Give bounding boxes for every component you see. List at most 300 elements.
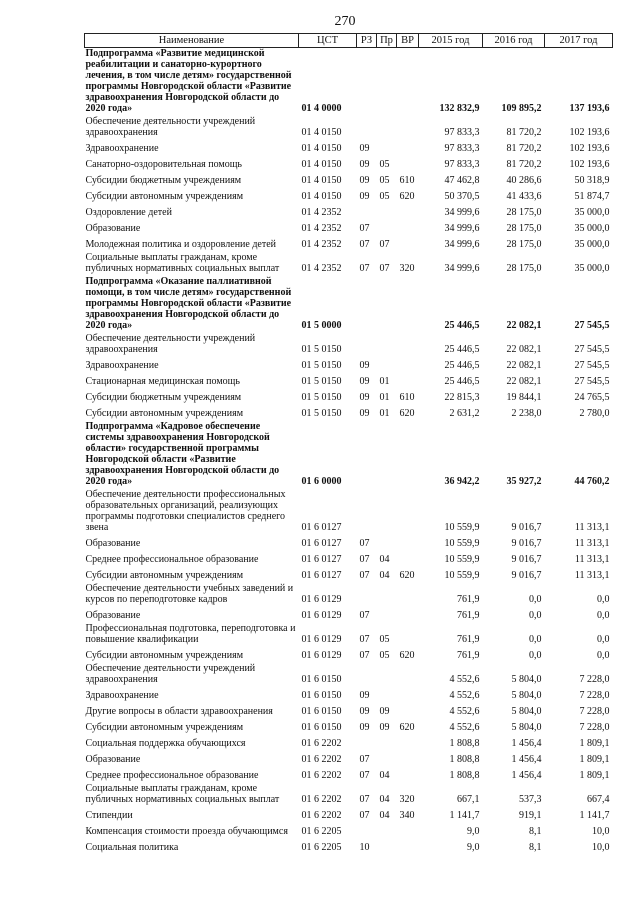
row-rz: 07 xyxy=(359,634,370,645)
row-name: Субсидии автономным учреждениям xyxy=(85,570,244,581)
row-2017: 1 809,1 xyxy=(579,770,610,781)
row-2017: 51 874,7 xyxy=(574,191,610,202)
row-2015: 47 462,8 xyxy=(444,175,480,186)
table-row xyxy=(85,839,613,855)
row-pr xyxy=(377,607,397,623)
row-rz xyxy=(357,48,377,117)
table-row xyxy=(85,607,613,623)
table-row xyxy=(85,551,613,567)
row-pr xyxy=(377,48,397,117)
row-vr xyxy=(397,735,419,751)
row-2017: 10,0 xyxy=(592,842,610,853)
row-pr xyxy=(377,663,397,687)
row-2016: 40 286,6 xyxy=(506,175,542,186)
table-row xyxy=(85,48,613,117)
table-row xyxy=(85,276,613,333)
row-cst: 01 4 2352 xyxy=(301,223,342,234)
row-rz: 09 xyxy=(359,376,370,387)
row-name: Образование xyxy=(85,223,141,234)
row-pr: 04 xyxy=(379,794,390,805)
row-vr xyxy=(397,48,419,117)
header-name: Наименование xyxy=(85,34,299,48)
row-cst: 01 6 0129 xyxy=(301,594,342,605)
row-pr xyxy=(377,204,397,220)
row-cst: 01 5 0150 xyxy=(301,392,342,403)
row-2017: 102 193,6 xyxy=(569,127,610,138)
table-row xyxy=(85,156,613,172)
row-2017: 7 228,0 xyxy=(579,674,610,685)
row-vr xyxy=(397,116,419,140)
row-pr xyxy=(377,140,397,156)
row-2017: 35 000,0 xyxy=(574,263,610,274)
row-rz xyxy=(357,663,377,687)
budget-table xyxy=(84,33,613,855)
table-row xyxy=(85,220,613,236)
row-name: Субсидии бюджетным учреждениям xyxy=(85,175,242,186)
row-2016: 81 720,2 xyxy=(506,159,542,170)
row-name: Здравоохранение xyxy=(85,690,159,701)
row-2015: 761,9 xyxy=(457,610,480,621)
row-cst: 01 4 2352 xyxy=(301,263,342,274)
header-vr: ВР xyxy=(397,34,419,48)
row-2015: 25 446,5 xyxy=(444,360,480,371)
row-cst: 01 6 0129 xyxy=(301,634,342,645)
table-row xyxy=(85,116,613,140)
row-cst: 01 5 0150 xyxy=(301,376,342,387)
row-vr: 620 xyxy=(399,408,415,419)
row-2016: 35 927,2 xyxy=(506,476,542,487)
row-vr xyxy=(397,140,419,156)
row-2016: 9 016,7 xyxy=(511,570,542,581)
row-pr: 09 xyxy=(379,722,390,733)
table-body xyxy=(85,48,613,856)
table-row xyxy=(85,583,613,607)
row-cst: 01 4 0150 xyxy=(301,175,342,186)
table-row xyxy=(85,703,613,719)
table-row xyxy=(85,373,613,389)
row-name: Образование xyxy=(85,610,141,621)
row-cst: 01 6 0129 xyxy=(301,610,342,621)
row-2015: 667,1 xyxy=(457,794,480,805)
row-2016: 81 720,2 xyxy=(506,143,542,154)
row-name: Обеспечение деятельности учреждений здравоохранения xyxy=(85,116,256,138)
row-rz xyxy=(357,116,377,140)
row-2016: 28 175,0 xyxy=(506,263,542,274)
row-rz: 07 xyxy=(359,538,370,549)
row-pr: 04 xyxy=(379,570,390,581)
row-name: Санаторно-оздоровительная помощь xyxy=(85,159,242,170)
row-2015: 761,9 xyxy=(457,634,480,645)
row-2017: 0,0 xyxy=(597,594,610,605)
row-2016: 0,0 xyxy=(529,634,542,645)
table-row xyxy=(85,252,613,276)
row-2016: 8,1 xyxy=(529,842,542,853)
row-rz: 09 xyxy=(359,408,370,419)
table-row xyxy=(85,188,613,204)
row-2017: 2 780,0 xyxy=(579,408,610,419)
row-cst: 01 6 2202 xyxy=(301,794,342,805)
row-cst: 01 5 0150 xyxy=(301,408,342,419)
row-2016: 5 804,0 xyxy=(511,690,542,701)
table-row xyxy=(85,405,613,421)
row-2016: 537,3 xyxy=(519,794,542,805)
table-row xyxy=(85,333,613,357)
row-2015: 4 552,6 xyxy=(449,706,480,717)
row-cst: 01 5 0150 xyxy=(301,344,342,355)
row-pr: 07 xyxy=(379,239,390,250)
row-rz: 07 xyxy=(359,610,370,621)
table-row xyxy=(85,489,613,535)
row-2015: 761,9 xyxy=(457,594,480,605)
row-cst: 01 4 2352 xyxy=(301,239,342,250)
row-2016: 28 175,0 xyxy=(506,207,542,218)
row-cst: 01 4 2352 xyxy=(301,207,342,218)
row-vr xyxy=(397,357,419,373)
table-row xyxy=(85,751,613,767)
row-name: Социальные выплаты гражданам, кроме публичных нормативных социальных выплат xyxy=(85,252,280,274)
row-2016: 28 175,0 xyxy=(506,239,542,250)
row-pr xyxy=(377,357,397,373)
row-rz: 07 xyxy=(359,754,370,765)
row-rz: 09 xyxy=(359,159,370,170)
row-2015: 10 559,9 xyxy=(444,554,480,565)
table-row xyxy=(85,735,613,751)
table-row xyxy=(85,421,613,489)
header-2016: 2016 год xyxy=(483,34,545,48)
row-2015: 1 808,8 xyxy=(449,754,480,765)
row-rz: 09 xyxy=(359,143,370,154)
table-header-row xyxy=(85,34,613,48)
row-vr xyxy=(397,687,419,703)
row-cst: 01 5 0150 xyxy=(301,360,342,371)
table-row xyxy=(85,767,613,783)
row-rz xyxy=(357,333,377,357)
row-vr xyxy=(397,551,419,567)
row-name: Социальная политика xyxy=(85,842,179,853)
row-2015: 97 833,3 xyxy=(444,143,480,154)
row-2016: 1 456,4 xyxy=(511,770,542,781)
row-2015: 10 559,9 xyxy=(444,570,480,581)
row-2017: 7 228,0 xyxy=(579,690,610,701)
row-2016: 22 082,1 xyxy=(506,376,542,387)
row-2015: 34 999,6 xyxy=(444,223,480,234)
row-vr xyxy=(397,276,419,333)
row-name: Другие вопросы в области здравоохранения xyxy=(85,706,273,717)
row-rz: 09 xyxy=(359,175,370,186)
table-row xyxy=(85,807,613,823)
row-vr xyxy=(397,204,419,220)
row-name: Среднее профессиональное образование xyxy=(85,770,259,781)
row-name: Образование xyxy=(85,754,141,765)
row-2017: 0,0 xyxy=(597,610,610,621)
row-2015: 1 141,7 xyxy=(449,810,480,821)
row-vr xyxy=(397,839,419,855)
table-row xyxy=(85,623,613,647)
row-vr: 340 xyxy=(399,810,415,821)
row-2015: 2 631,2 xyxy=(449,408,480,419)
row-vr xyxy=(397,333,419,357)
row-cst: 01 6 2202 xyxy=(301,810,342,821)
row-pr: 04 xyxy=(379,554,390,565)
row-pr xyxy=(377,276,397,333)
row-name: Подпрограмма «Оказание паллиативной помощи, в том числе детям» государственной программы Новгородской области «Развитие здравоохранения Новгородской области до 2020 года» xyxy=(85,276,292,331)
row-2017: 24 765,5 xyxy=(574,392,610,403)
row-cst: 01 6 0127 xyxy=(301,538,342,549)
table-row xyxy=(85,357,613,373)
row-rz: 09 xyxy=(359,360,370,371)
row-name: Среднее профессиональное образование xyxy=(85,554,259,565)
row-2016: 28 175,0 xyxy=(506,223,542,234)
row-vr xyxy=(397,767,419,783)
row-2015: 4 552,6 xyxy=(449,674,480,685)
row-pr: 04 xyxy=(379,810,390,821)
row-rz: 09 xyxy=(359,722,370,733)
row-name: Субсидии автономным учреждениям xyxy=(85,722,244,733)
row-name: Образование xyxy=(85,538,141,549)
row-2017: 35 000,0 xyxy=(574,223,610,234)
header-pr: Пр xyxy=(377,34,397,48)
row-2016: 9 016,7 xyxy=(511,538,542,549)
row-vr xyxy=(397,663,419,687)
row-2016: 8,1 xyxy=(529,826,542,837)
row-cst: 01 6 0129 xyxy=(301,650,342,661)
row-2015: 34 999,6 xyxy=(444,263,480,274)
row-vr xyxy=(397,156,419,172)
row-2015: 1 808,8 xyxy=(449,770,480,781)
row-2017: 0,0 xyxy=(597,650,610,661)
row-2017: 1 141,7 xyxy=(579,810,610,821)
table-row xyxy=(85,535,613,551)
row-2017: 137 193,6 xyxy=(569,103,610,114)
row-name: Стипендии xyxy=(85,810,133,821)
header-2017: 2017 год xyxy=(545,34,613,48)
row-2017: 27 545,5 xyxy=(574,360,610,371)
table-row xyxy=(85,236,613,252)
row-2017: 10,0 xyxy=(592,826,610,837)
row-pr xyxy=(377,421,397,489)
table-row xyxy=(85,647,613,663)
row-cst: 01 6 0150 xyxy=(301,722,342,733)
row-2016: 22 082,1 xyxy=(506,344,542,355)
row-name: Социальные выплаты гражданам, кроме публичных нормативных социальных выплат xyxy=(85,783,280,805)
row-vr: 610 xyxy=(399,175,415,186)
header-2015: 2015 год xyxy=(419,34,483,48)
row-2015: 97 833,3 xyxy=(444,159,480,170)
row-cst: 01 6 2202 xyxy=(301,738,342,749)
row-rz: 07 xyxy=(359,570,370,581)
row-rz: 07 xyxy=(359,239,370,250)
row-vr: 620 xyxy=(399,570,415,581)
row-cst: 01 6 2202 xyxy=(301,754,342,765)
row-pr: 05 xyxy=(379,191,390,202)
row-2015: 1 808,8 xyxy=(449,738,480,749)
row-2015: 34 999,6 xyxy=(444,239,480,250)
row-name: Молодежная политика и оздоровление детей xyxy=(85,239,277,250)
row-2016: 1 456,4 xyxy=(511,738,542,749)
row-pr xyxy=(377,687,397,703)
row-cst: 01 6 0150 xyxy=(301,674,342,685)
row-2016: 19 844,1 xyxy=(506,392,542,403)
row-rz xyxy=(357,276,377,333)
table-row xyxy=(85,567,613,583)
row-2016: 9 016,7 xyxy=(511,554,542,565)
row-2017: 7 228,0 xyxy=(579,706,610,717)
row-rz: 07 xyxy=(359,223,370,234)
row-2015: 34 999,6 xyxy=(444,207,480,218)
row-2016: 41 433,6 xyxy=(506,191,542,202)
row-2016: 22 082,1 xyxy=(506,360,542,371)
row-rz xyxy=(357,421,377,489)
row-cst: 01 6 0127 xyxy=(301,554,342,565)
row-2015: 97 833,3 xyxy=(444,127,480,138)
row-rz: 09 xyxy=(359,706,370,717)
row-pr: 05 xyxy=(379,634,390,645)
row-cst: 01 6 2205 xyxy=(301,842,342,853)
row-pr: 01 xyxy=(379,392,390,403)
row-vr: 320 xyxy=(399,794,415,805)
row-2017: 667,4 xyxy=(587,794,610,805)
row-2016: 5 804,0 xyxy=(511,674,542,685)
row-name: Обеспечение деятельности учреждений здравоохранения xyxy=(85,333,256,355)
row-pr: 01 xyxy=(379,376,390,387)
table-row xyxy=(85,389,613,405)
row-pr: 07 xyxy=(379,263,390,274)
row-rz xyxy=(357,823,377,839)
row-rz: 09 xyxy=(359,690,370,701)
row-2017: 102 193,6 xyxy=(569,159,610,170)
row-2016: 0,0 xyxy=(529,594,542,605)
row-vr xyxy=(397,535,419,551)
row-cst: 01 6 0000 xyxy=(301,476,342,487)
row-name: Субсидии автономным учреждениям xyxy=(85,408,244,419)
row-2017: 0,0 xyxy=(597,634,610,645)
header-rz: РЗ xyxy=(357,34,377,48)
row-rz: 07 xyxy=(359,650,370,661)
row-rz: 07 xyxy=(359,794,370,805)
row-pr xyxy=(377,751,397,767)
row-2017: 1 809,1 xyxy=(579,738,610,749)
row-name: Субсидии автономным учреждениям xyxy=(85,191,244,202)
row-pr xyxy=(377,583,397,607)
row-cst: 01 4 0150 xyxy=(301,127,342,138)
row-pr: 05 xyxy=(379,159,390,170)
table-row xyxy=(85,687,613,703)
row-pr xyxy=(377,535,397,551)
row-name: Социальная поддержка обучающихся xyxy=(85,738,246,749)
row-rz: 07 xyxy=(359,263,370,274)
header-cst: ЦСТ xyxy=(299,34,357,48)
row-2016: 81 720,2 xyxy=(506,127,542,138)
row-2015: 761,9 xyxy=(457,650,480,661)
row-2016: 2 238,0 xyxy=(511,408,542,419)
row-2017: 7 228,0 xyxy=(579,722,610,733)
row-2015: 10 559,9 xyxy=(444,538,480,549)
row-2016: 22 082,1 xyxy=(506,320,542,331)
row-rz xyxy=(357,583,377,607)
row-cst: 01 6 2205 xyxy=(301,826,342,837)
row-pr: 04 xyxy=(379,770,390,781)
row-2015: 4 552,6 xyxy=(449,690,480,701)
row-pr xyxy=(377,823,397,839)
row-name: Компенсация стоимости проезда обучающимся xyxy=(85,826,288,837)
page-number: 270 xyxy=(334,14,356,29)
row-name: Обеспечение деятельности учебных заведений и курсов по переподготовке кадров xyxy=(85,583,294,605)
row-vr xyxy=(397,703,419,719)
row-vr xyxy=(397,220,419,236)
table-row xyxy=(85,783,613,807)
row-name: Обеспечение деятельности профессиональных образовательных организаций, реализующих программы подготовки специалистов среднего звена xyxy=(85,489,286,533)
row-2015: 36 942,2 xyxy=(444,476,480,487)
row-2015: 25 446,5 xyxy=(444,376,480,387)
row-name: Обеспечение деятельности учреждений здравоохранения xyxy=(85,663,256,685)
row-2016: 9 016,7 xyxy=(511,522,542,533)
row-vr xyxy=(397,421,419,489)
row-cst: 01 6 2202 xyxy=(301,770,342,781)
row-rz: 10 xyxy=(359,842,370,853)
row-cst: 01 4 0000 xyxy=(301,103,342,114)
row-rz: 07 xyxy=(359,554,370,565)
row-name: Здравоохранение xyxy=(85,143,159,154)
table-row xyxy=(85,663,613,687)
row-2017: 11 313,1 xyxy=(574,554,610,565)
row-pr xyxy=(377,735,397,751)
row-pr xyxy=(377,333,397,357)
row-2016: 1 456,4 xyxy=(511,754,542,765)
table-row xyxy=(85,140,613,156)
row-name: Стационарная медицинская помощь xyxy=(85,376,240,387)
row-vr: 610 xyxy=(399,392,415,403)
row-pr: 09 xyxy=(379,706,390,717)
row-name: Здравоохранение xyxy=(85,360,159,371)
table-row xyxy=(85,172,613,188)
row-rz xyxy=(357,735,377,751)
row-2016: 0,0 xyxy=(529,610,542,621)
row-2016: 919,1 xyxy=(519,810,542,821)
row-rz: 07 xyxy=(359,770,370,781)
row-2016: 5 804,0 xyxy=(511,706,542,717)
row-cst: 01 6 0150 xyxy=(301,690,342,701)
row-pr xyxy=(377,116,397,140)
row-2017: 27 545,5 xyxy=(574,376,610,387)
row-vr xyxy=(397,607,419,623)
row-2015: 10 559,9 xyxy=(444,522,480,533)
row-2015: 25 446,5 xyxy=(444,320,480,331)
row-2017: 27 545,5 xyxy=(574,344,610,355)
row-vr xyxy=(397,373,419,389)
row-cst: 01 6 0127 xyxy=(301,522,342,533)
table-row xyxy=(85,823,613,839)
row-vr xyxy=(397,489,419,535)
row-name: Подпрограмма «Кадровое обеспечение системы здравоохранения Новгородской области» государственной программы Новгородской области «Развитие здравоохранения Новгородской области до 2020 года» xyxy=(85,421,280,487)
row-vr xyxy=(397,236,419,252)
table-row xyxy=(85,719,613,735)
row-2016: 5 804,0 xyxy=(511,722,542,733)
row-pr xyxy=(377,489,397,535)
row-name: Оздоровление детей xyxy=(85,207,172,218)
row-name: Субсидии бюджетным учреждениям xyxy=(85,392,242,403)
row-2017: 11 313,1 xyxy=(574,538,610,549)
row-2015: 22 815,3 xyxy=(444,392,480,403)
row-vr: 620 xyxy=(399,722,415,733)
row-vr: 620 xyxy=(399,191,415,202)
row-rz: 07 xyxy=(359,810,370,821)
row-pr: 05 xyxy=(379,650,390,661)
row-2017: 50 318,9 xyxy=(574,175,610,186)
row-2015: 9,0 xyxy=(467,842,480,853)
row-rz xyxy=(357,204,377,220)
row-cst: 01 4 0150 xyxy=(301,143,342,154)
row-2017: 102 193,6 xyxy=(569,143,610,154)
